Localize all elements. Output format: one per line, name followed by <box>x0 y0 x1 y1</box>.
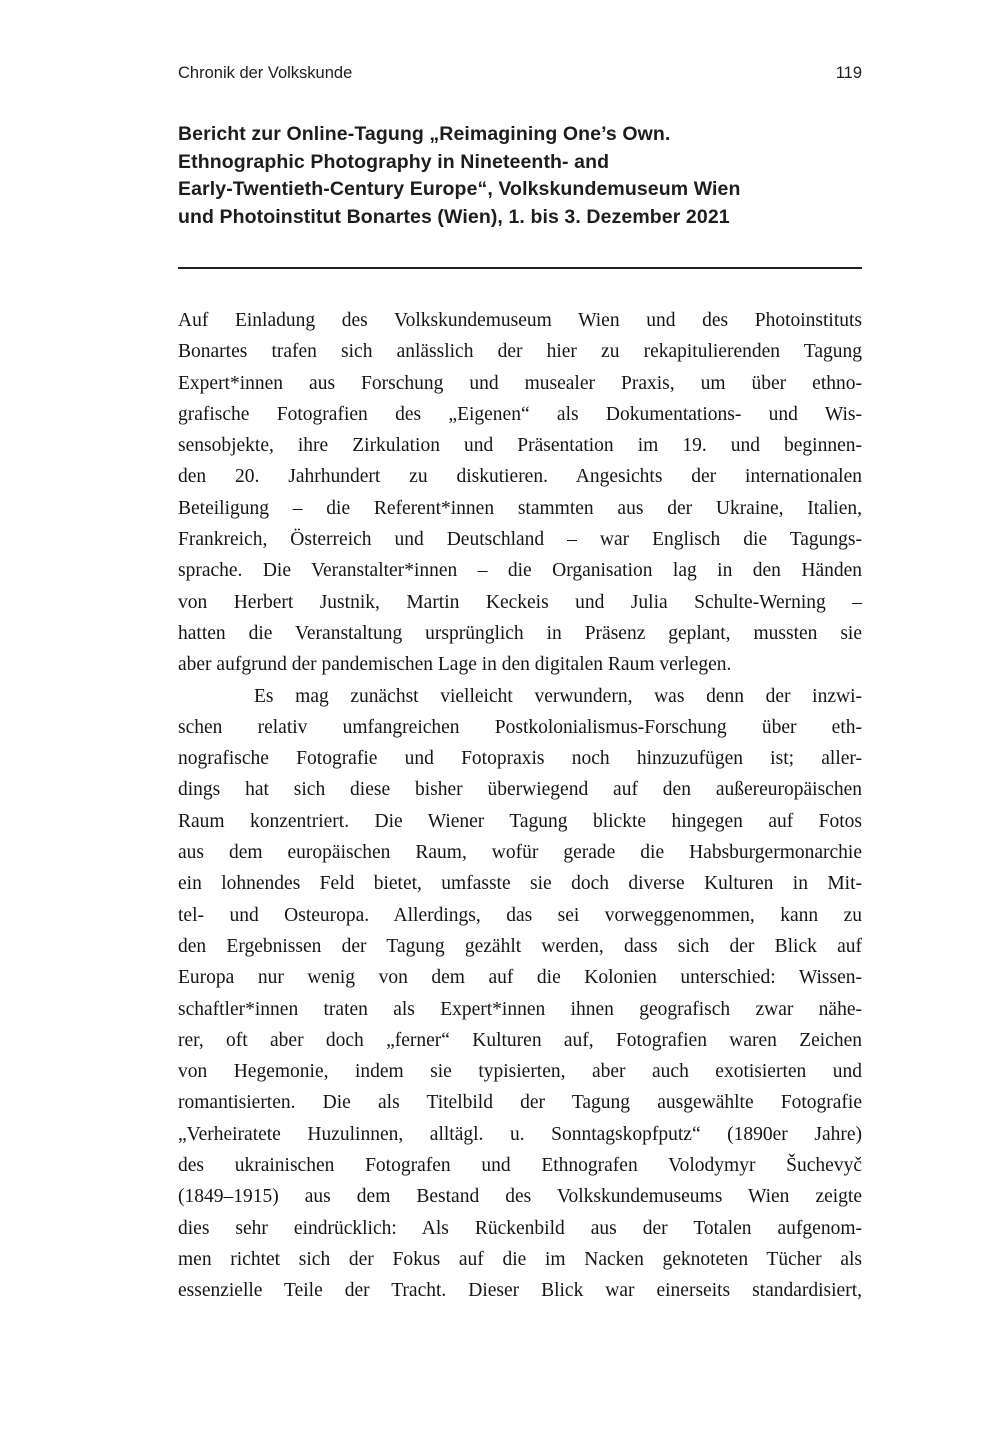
body-line: rer, oft aber doch „ferner“ Kulturen auf, Fotografien waren Zeichen <box>178 1029 862 1051</box>
body-line: von Herbert Justnik, Martin Keckeis und Julia Schulte-Werning – <box>178 591 862 613</box>
body-line: essenzielle Teile der Tracht. Dieser Blick war einerseits standardisiert, <box>178 1280 862 1302</box>
body-line: sprache. Die Veranstalter*innen – die Organisation lag in den Händen <box>178 560 862 582</box>
body-line: grafische Fotografien des „Eigenen“ als Dokumentations- und Wis- <box>178 403 862 425</box>
body-line: Beteiligung – die Referent*innen stammten aus der Ukraine, Italien, <box>178 497 862 519</box>
body-line: „Verheiratete Huzulinnen, alltägl. u. Sonntagskopfputz“ (1890er Jahre) <box>178 1123 862 1145</box>
body-line: (1849–1915) aus dem Bestand des Volkskundemuseums Wien zeigte <box>178 1186 862 1208</box>
body-paragraph <box>178 681 862 1307</box>
article-body <box>178 305 862 1307</box>
body-line: Auf Einladung des Volkskundemuseum Wien und des Photoinstituts <box>178 310 862 331</box>
body-line: Expert*innen aus Forschung und musealer Praxis, um über ethno- <box>178 372 862 394</box>
body-line: den 20. Jahrhundert zu diskutieren. Angesichts der internationalen <box>178 466 862 488</box>
title-rule <box>178 267 862 269</box>
body-line: schen relativ umfangreichen Postkolonialismus-Forschung über eth- <box>178 716 862 738</box>
body-line: men richtet sich der Fokus auf die im Nacken geknoteten Tücher als <box>178 1248 862 1270</box>
body-paragraph <box>178 305 862 681</box>
body-line: dings hat sich diese bisher überwiegend auf den außereuropäischen <box>178 779 862 801</box>
page-number: 119 <box>835 64 862 82</box>
body-line: hatten die Veranstaltung ursprünglich in Präsenz geplant, mussten sie <box>178 622 862 644</box>
body-line: nografische Fotografie und Fotopraxis noch hinzuzufügen ist; aller- <box>178 748 862 770</box>
body-line: des ukrainischen Fotografen und Ethnografen Volodymyr Šuchevyč <box>178 1155 862 1177</box>
body-line: sensobjekte, ihre Zirkulation und Präsentation im 19. und beginnen- <box>178 435 862 457</box>
article-title-line: Early-Twentieth-Century Europe“, Volkskundemuseum Wien <box>178 178 741 200</box>
body-line: aber aufgrund der pandemischen Lage in den digitalen Raum verlegen. <box>178 654 732 676</box>
body-line: Europa nur wenig von dem auf die Kolonien unterschied: Wissen- <box>178 967 862 989</box>
body-line: schaftler*innen traten als Expert*innen ihnen geografisch zwar nähe- <box>178 998 862 1020</box>
body-line: Frankreich, Österreich und Deutschland – war Englisch die Tagungs- <box>178 529 862 551</box>
body-line: tel- und Osteuropa. Allerdings, das sei vorweggenommen, kann zu <box>178 904 862 926</box>
body-line: den Ergebnissen der Tagung gezählt werden, dass sich der Blick auf <box>178 935 862 957</box>
body-line: Raum konzentriert. Die Wiener Tagung blickte hingegen auf Fotos <box>178 810 862 832</box>
body-line: romantisierten. Die als Titelbild der Tagung ausgewählte Fotografie <box>178 1092 862 1114</box>
running-head: Chronik der Volkskunde <box>178 64 353 82</box>
article-title-line: Bericht zur Online-Tagung „Reimagining One’s Own. <box>178 123 671 145</box>
body-line: ein lohnendes Feld bietet, umfasste sie doch diverse Kulturen in Mit- <box>178 873 862 895</box>
article-title-line: und Photoinstitut Bonartes (Wien), 1. bis 3. Dezember 2021 <box>178 205 730 228</box>
article-title-line: Ethnographic Photography in Nineteenth- and <box>178 150 610 173</box>
article-title <box>178 121 862 231</box>
body-line: aus dem europäischen Raum, wofür gerade die Habsburgermonarchie <box>178 842 862 864</box>
body-line: Es mag zunächst vielleicht verwundern, was denn der inzwi- <box>254 685 862 707</box>
running-header <box>178 64 862 83</box>
body-line: dies sehr eindrücklich: Als Rückenbild aus der Totalen aufgenom- <box>178 1217 862 1239</box>
body-line: Bonartes trafen sich anlässlich der hier zu rekapitulierenden Tagung <box>178 341 862 363</box>
body-line: von Hegemonie, indem sie typisierten, aber auch exotisierten und <box>178 1061 862 1083</box>
